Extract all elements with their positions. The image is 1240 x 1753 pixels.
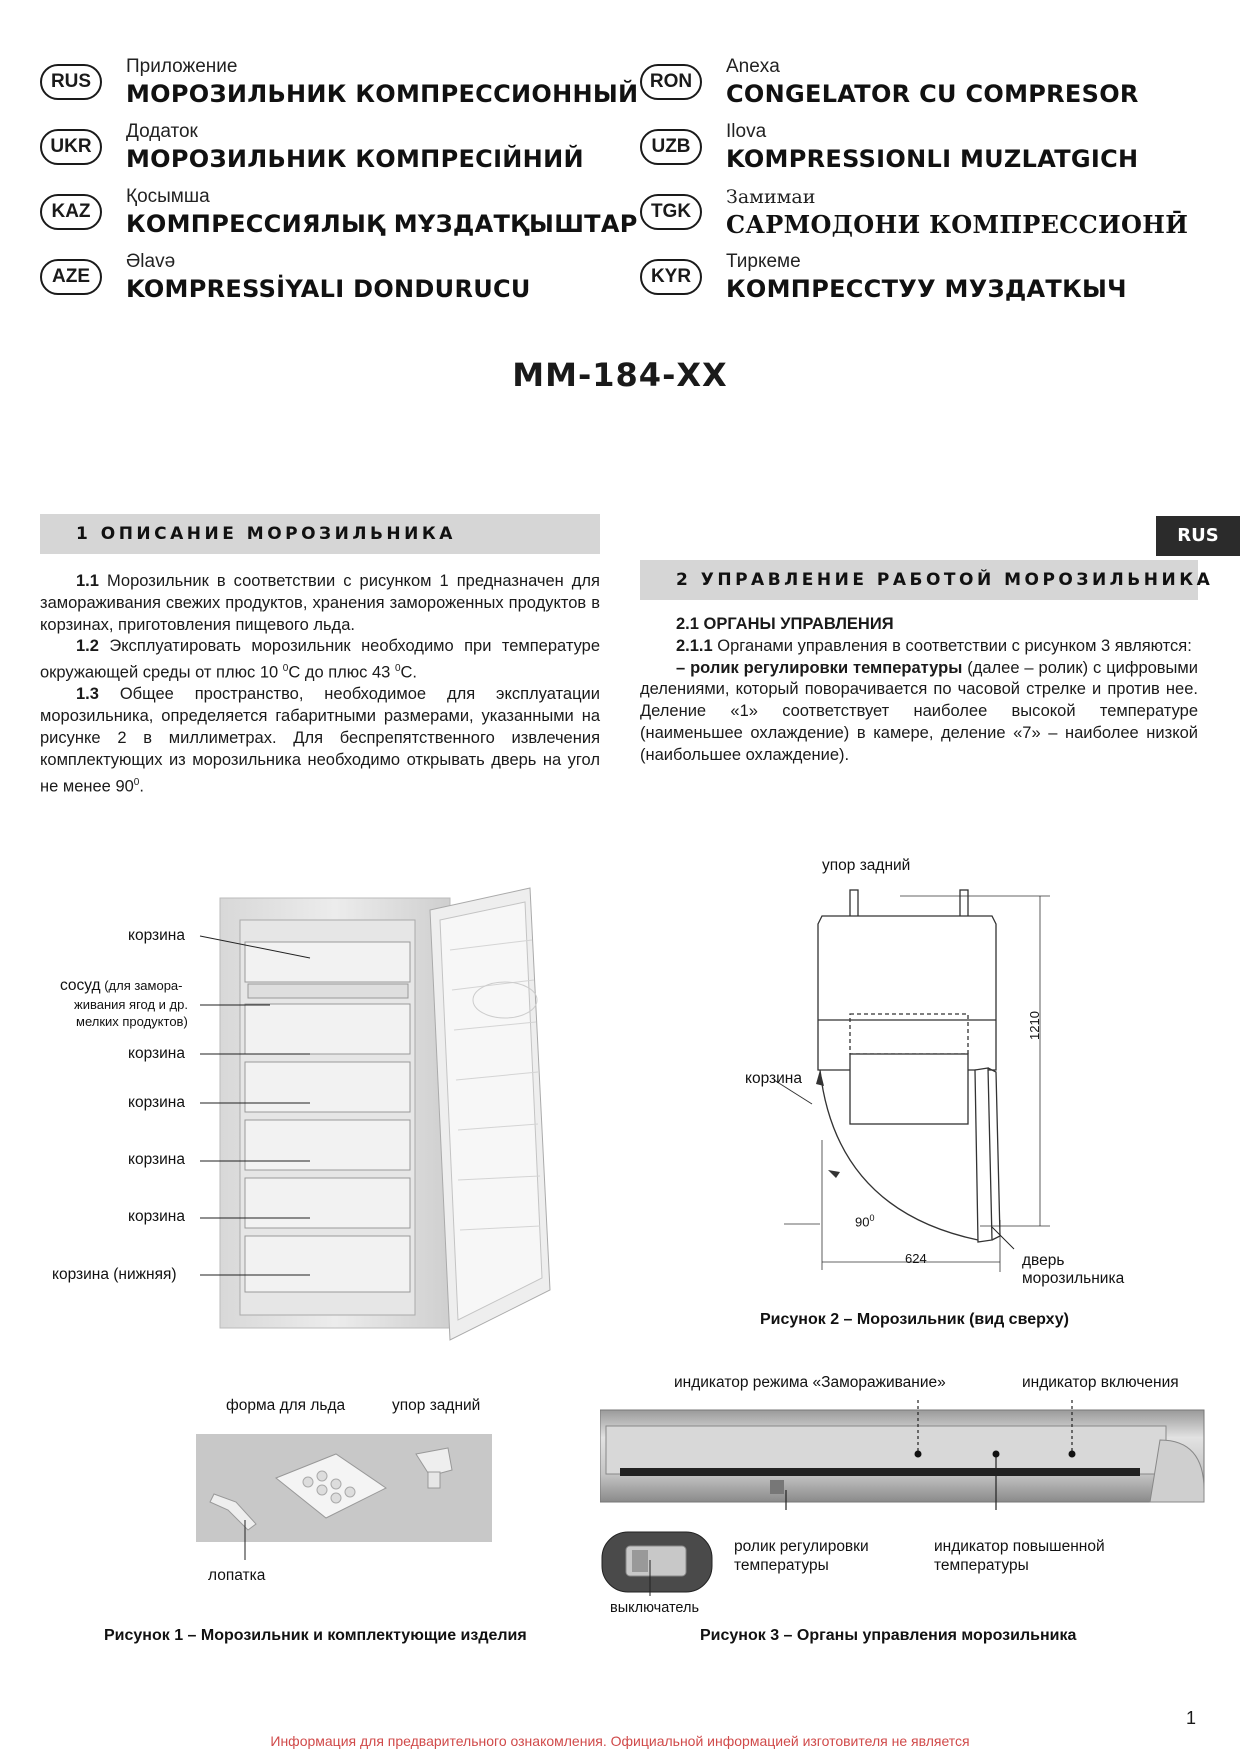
control-panel-photo	[600, 1400, 1210, 1510]
switch-photo	[600, 1528, 720, 1598]
label-temp-indicator-line2: температуры	[934, 1557, 1029, 1574]
leader-switch	[640, 1560, 660, 1600]
lang-subtitle: Ilova	[726, 121, 767, 142]
dimension-width: 624	[905, 1251, 927, 1266]
section-2-header: 2 УПРАВЛЕНИЕ РАБОТОЙ МОРОЗИЛЬНИКА	[640, 560, 1198, 600]
para-text: С.	[400, 663, 417, 682]
lang-subtitle: Додаток	[126, 121, 198, 142]
lang-subtitle: Қосымша	[126, 186, 210, 207]
degree-sup: 0	[133, 776, 140, 788]
lang-code-badge: RON	[640, 64, 702, 100]
label-door-line2: морозильника	[1022, 1270, 1125, 1287]
subsection-title	[640, 614, 1198, 636]
paragraph-1-1	[40, 571, 600, 636]
label-vessel	[60, 977, 183, 994]
label-power-indicator: индикатор включения	[1022, 1374, 1179, 1391]
leader-lines-fig1	[190, 920, 320, 1300]
model-title: ММ-184-ХХ	[512, 356, 728, 394]
para-text: Органами управления в соответствии с рисунком 3 являются:	[712, 636, 1192, 655]
label-freeze-indicator: индикатор режима «Замораживание»	[674, 1374, 946, 1391]
para-number: 1.3	[76, 685, 99, 704]
leader-scoop	[230, 1520, 260, 1564]
label-basket-4: корзина	[128, 1151, 185, 1168]
temp-indicator-dot	[993, 1451, 1000, 1458]
dimension-angle	[855, 1210, 874, 1230]
lang-code-badge: AZE	[40, 259, 102, 295]
page-number: 1	[1185, 1708, 1196, 1728]
paragraph-knob	[640, 658, 1198, 767]
para-text: Общее пространство, необходимое для эксплуатации морозильника, определяется габаритными размерами, указанными на рисунке 2 в миллиметрах. Для беспрепятственного извлечения комплектующих из морозильника необходимо открывать дверь на угол не менее 90	[40, 685, 600, 796]
paragraph-1-3	[40, 684, 600, 797]
leader-door	[990, 1225, 1020, 1253]
lang-title: KOMPRESSİYALI DONDURUCU	[126, 275, 531, 303]
paragraph-1-2	[40, 636, 600, 684]
angle-value: 90	[855, 1214, 870, 1230]
para-number: 1.1	[76, 572, 99, 590]
paragraph-2-1-1	[640, 636, 1198, 658]
lang-subtitle: Тиркеме	[726, 251, 801, 272]
label-vessel-main: сосуд	[60, 977, 101, 994]
language-tab: RUS	[1156, 516, 1240, 556]
section-1-body	[40, 571, 600, 798]
lang-entry-aze	[40, 251, 600, 313]
lang-title: МОРОЗИЛЬНИК КОМПРЕСІЙНИЙ	[126, 145, 584, 173]
label-rear-stop-fig1: упор задний	[392, 1397, 481, 1414]
power-indicator-dot	[1069, 1451, 1076, 1458]
lang-entry-ukr	[40, 121, 600, 183]
lang-entry-ron	[640, 56, 1200, 118]
para-text: (далее – ролик) с цифровыми делениями, который поворачивается по часовой стрелке и против нее. Деление «1» соответствует наиболее высокой температуре (наименьшее охлаждение) в камере, деление «7» – наиболее низкой (наибольшее охлаждение).	[640, 658, 1198, 764]
lang-code-badge: UZB	[640, 129, 702, 165]
lang-code-badge: TGK	[640, 194, 702, 230]
section-1-header: 1 ОПИСАНИЕ МОРОЗИЛЬНИКА	[40, 514, 600, 554]
lang-entry-tgk	[640, 186, 1200, 248]
subsection-title-text: 2.1 ОРГАНЫ УПРАВЛЕНИЯ	[676, 615, 894, 633]
freeze-indicator-dot	[915, 1451, 922, 1458]
lang-subtitle: Замимаи	[726, 186, 816, 208]
lang-title: МОРОЗИЛЬНИК КОМПРЕССИОННЫЙ	[126, 80, 639, 108]
lang-title: САРМОДОНИ КОМПРЕССИОНӢ	[726, 210, 1189, 239]
label-switch: выключатель	[610, 1600, 700, 1616]
figure-2-caption: Рисунок 2 – Морозильник (вид сверху)	[760, 1311, 1069, 1328]
lang-subtitle: Əlavə	[126, 251, 176, 272]
dimension-height: 1210	[1027, 1011, 1042, 1040]
para-number: 1.2	[76, 637, 99, 656]
label-vessel-line3: мелких продуктов)	[76, 1014, 188, 1029]
para-text: С до плюс 43	[288, 663, 395, 682]
para-text: Морозильник в соответствии с рисунком 1 предназначен для замораживания свежих продуктов, хранения замороженных продуктов в корзинах, приготовления пищевого льда.	[40, 572, 600, 634]
label-basket-1: корзина	[128, 927, 185, 944]
label-basket-bottom: корзина (нижняя)	[52, 1266, 177, 1283]
degree-sup: 0	[282, 663, 289, 675]
lang-title: KOMPRESSIONLI MUZLATGICH	[726, 145, 1139, 173]
label-door-line1: дверь	[1022, 1252, 1065, 1269]
lang-subtitle: Anexa	[726, 56, 780, 77]
label-basket-3: корзина	[128, 1094, 185, 1111]
degree-sup: 0	[394, 663, 401, 675]
figure-1-caption: Рисунок 1 – Морозильник и комплектующие изделия	[104, 1627, 527, 1644]
lang-code-badge: UKR	[40, 129, 102, 165]
lang-entry-kaz	[40, 186, 638, 248]
para-bold-term: – ролик регулировки температуры	[676, 658, 963, 677]
lang-subtitle: Приложение	[126, 56, 238, 77]
figure-3-caption: Рисунок 3 – Органы управления морозильника	[700, 1627, 1077, 1644]
label-basket-2: корзина	[128, 1045, 185, 1062]
label-vessel-line2: живания ягод и др.	[74, 997, 188, 1012]
label-knob-line2: температуры	[734, 1557, 829, 1574]
label-scoop: лопатка	[208, 1567, 266, 1584]
lang-title: КОМПРЕССИЯЛЫҚ МҰЗДАТҚЫШТАР	[126, 210, 638, 238]
section-2-body	[640, 614, 1198, 767]
disclaimer-footer: Информация для предварительного ознакомления. Официальной информацией изготовителя не является	[270, 1733, 970, 1749]
lang-title: CONGELATOR CU COMPRESOR	[726, 80, 1139, 108]
label-knob-line1: ролик регулировки	[734, 1538, 869, 1555]
lang-entry-rus	[40, 56, 639, 118]
lang-entry-kyr	[640, 251, 1200, 313]
para-text: .	[139, 777, 144, 796]
lang-code-badge: KAZ	[40, 194, 102, 230]
para-number: 2.1.1	[676, 636, 713, 655]
label-rear-stop-fig2: упор задний	[822, 857, 911, 874]
label-basket-5: корзина	[128, 1208, 185, 1225]
degree-sup: 0	[869, 1213, 875, 1223]
label-basket-fig2: корзина	[745, 1070, 802, 1087]
lang-code-badge: RUS	[40, 64, 102, 100]
knob-icon	[770, 1480, 784, 1494]
label-vessel-note: (для замора-	[100, 978, 183, 993]
para-text: Эксплуатировать морозильник необходимо при температуре окружающей среды от плюс 10	[40, 637, 600, 682]
label-ice-tray: форма для льда	[226, 1397, 346, 1414]
label-temp-indicator-line1: индикатор повышенной	[934, 1538, 1105, 1555]
lang-code-badge: KYR	[640, 259, 702, 295]
lang-entry-uzb	[640, 121, 1200, 183]
lang-title: КОМПРЕССТУУ МУЗДАТКЫЧ	[726, 275, 1127, 303]
